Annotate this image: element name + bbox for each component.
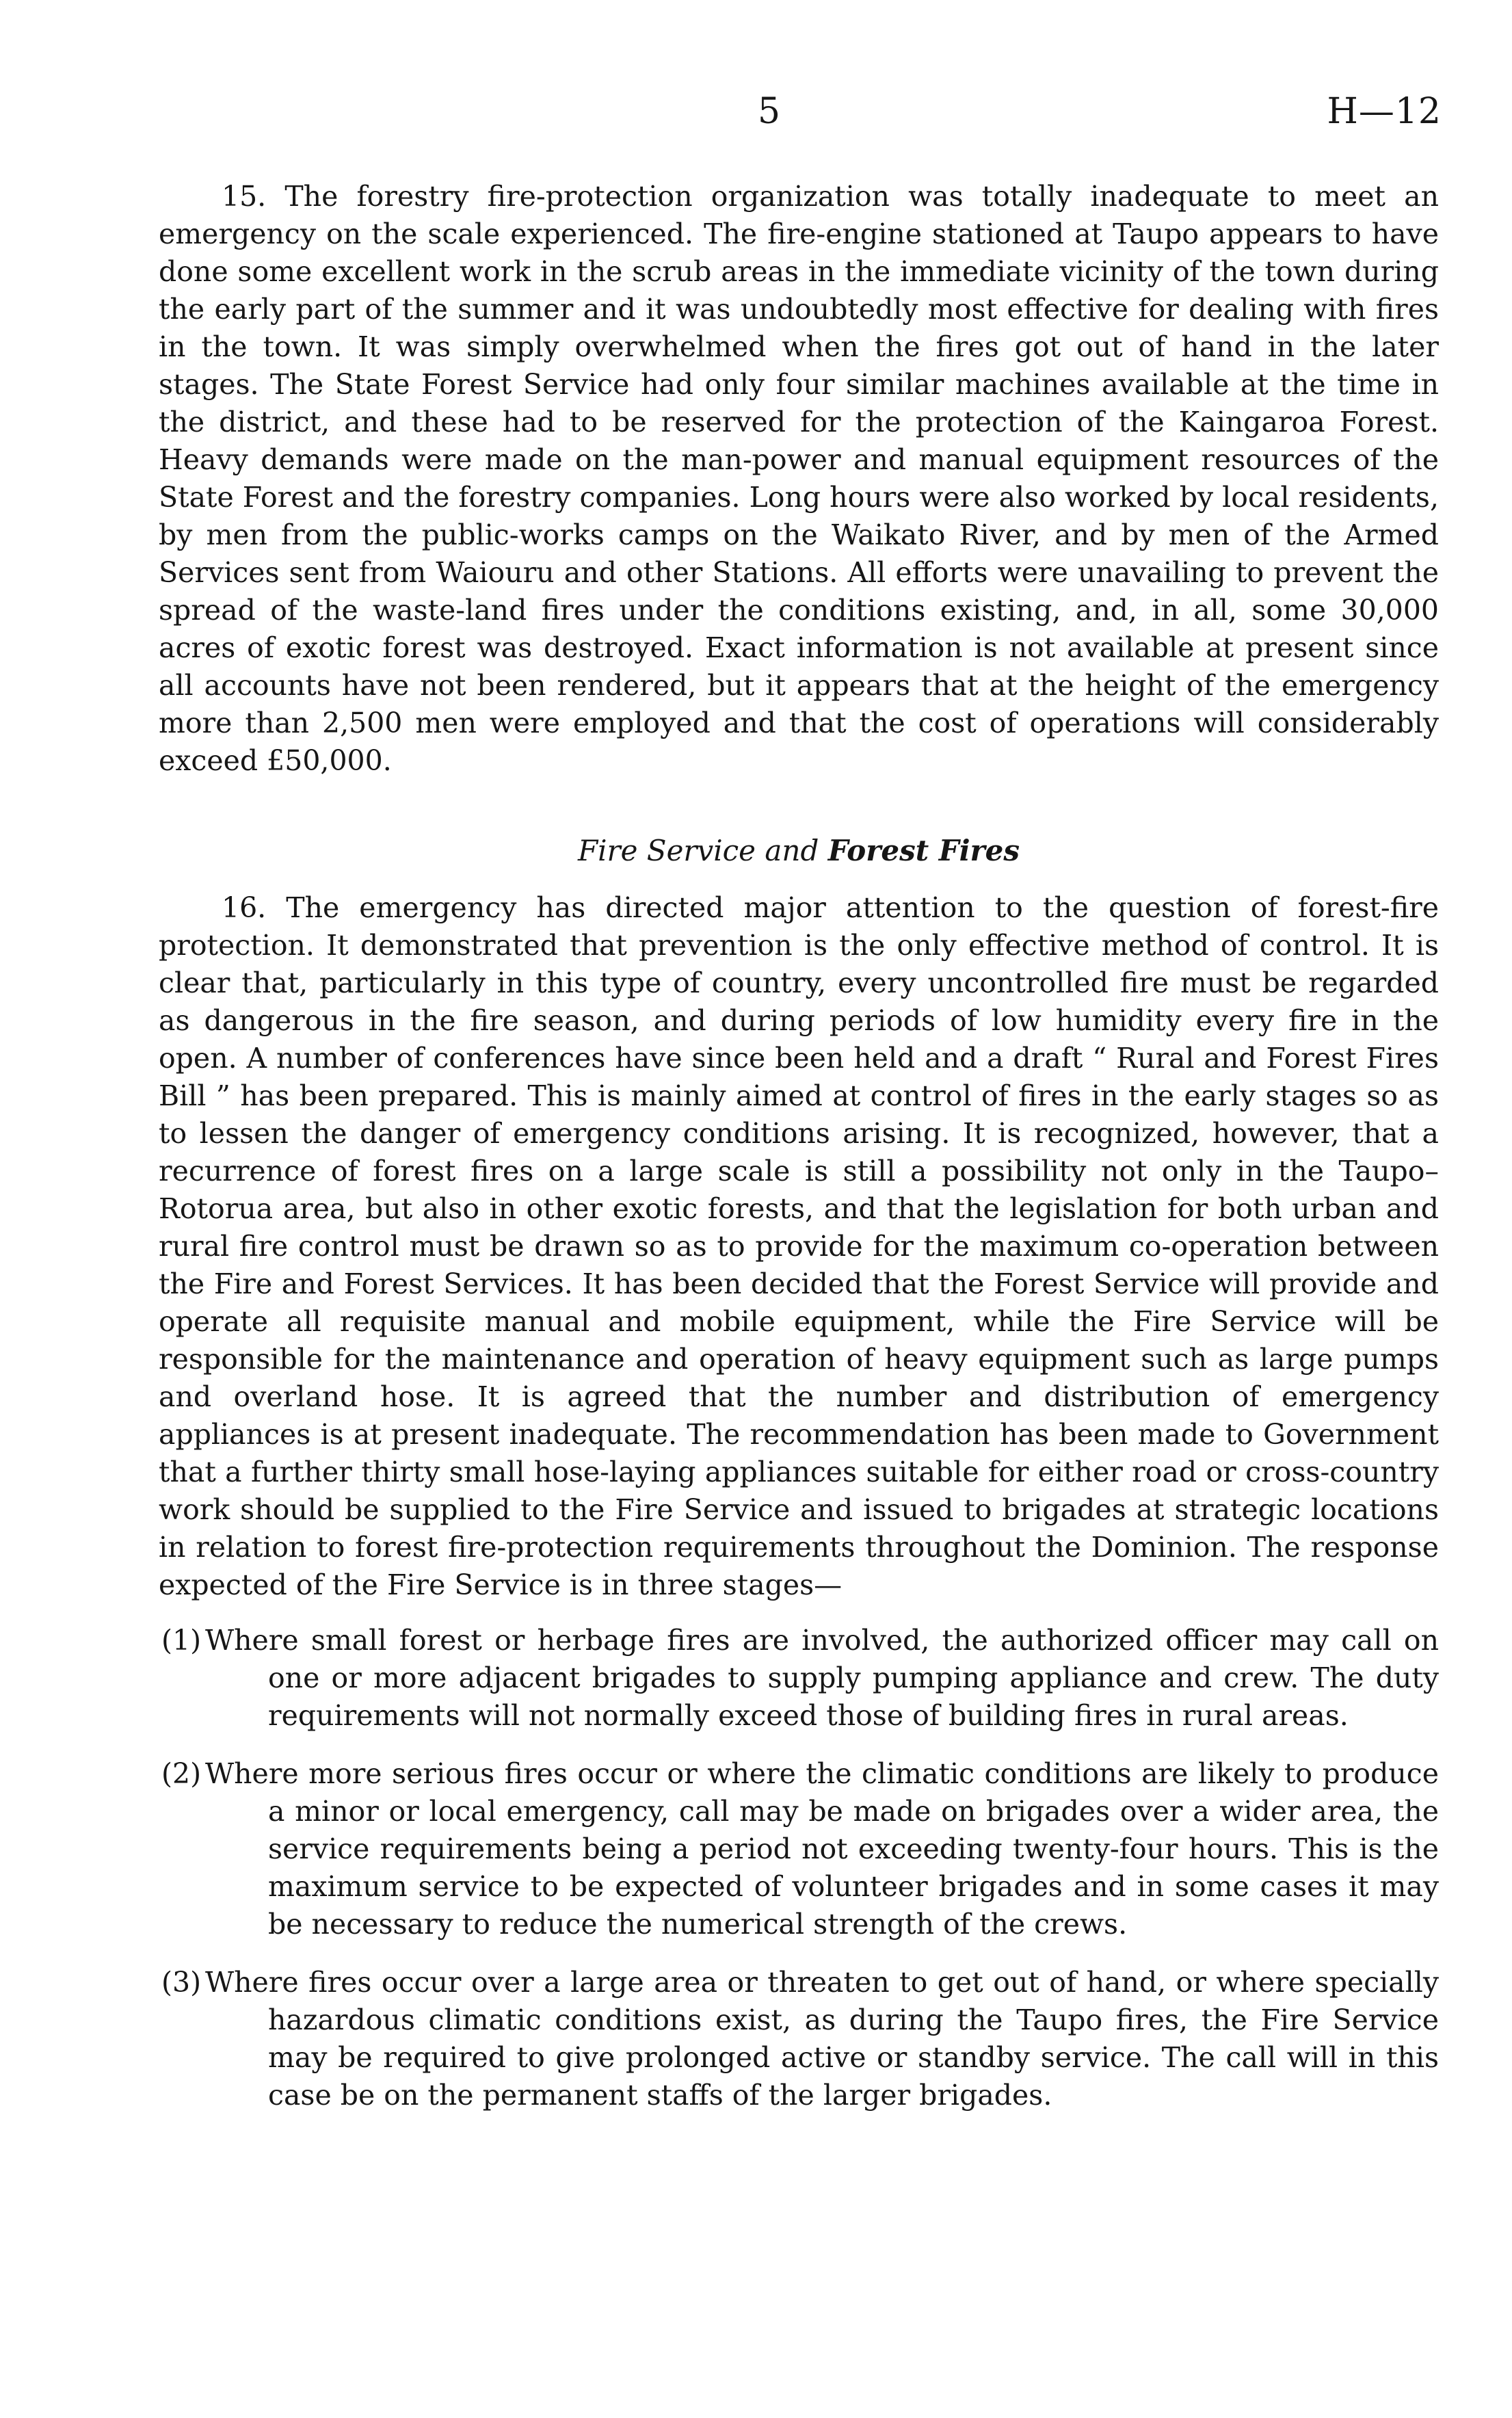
page-number: 5 xyxy=(758,91,781,132)
paragraph-16: 16. The emergency has directed major attention to the question of forest-fire protection. It demonstrated that prevention is the only effective method of control. It is clear that, particularly in this type of country, every uncontrolled fire must be regarded as dangerous in the fire season, and during periods of low humidity every fire in the open. A number of conferences have since been held and a draft “ Rural and Forest Fires Bill ” has been prepared. This is mainly aimed at control of fires in the early stages so as to lessen the danger of emergency conditions arising. It is recognized, however, that a recurrence of forest fires on a large scale is still a possibility not only in the Taupo–Rotorua area, but also in other exotic forests, and that the legislation for both urban and rural fire control must be drawn so as to provide for the maximum co-operation between the Fire and Forest Services. It has been decided that the Forest Service will provide and operate all requisite manual and mobile equipment, while the Fire Service will be responsible for the maintenance and operation of heavy equipment such as large pumps and overland hose. It is agreed that the number and distribution of emergency appliances is at present inadequate. The recommendation has been made to Government that a further thirty small hose-laying appliances suitable for either road or cross-country work should be supplied to the Fire Service and issued to brigades at strategic locations in relation to forest fire-protection requirements throughout the Dominion. The response expected of the Fire Service is in three stages— xyxy=(159,891,1439,1601)
list-item xyxy=(159,1622,1439,1735)
stage-text: Where small forest or herbage fires are involved, the authorized officer may call on one or more adjacent brigades to supply pumping appliance and crew. The duty requirements will not normally exceed those of building fires in rural areas. xyxy=(205,1624,1439,1732)
list-item xyxy=(159,1755,1439,1943)
section-heading-bold: Forest Fires xyxy=(827,834,1020,867)
section-heading xyxy=(159,830,1439,871)
stage-text: Where more serious fires occur or where the climatic conditions are likely to produce a minor or local emergency, call may be made on brigades over a wider area, the service requirements being a period not exceeding twenty-four hours. This is the maximum service to be expected of volunteer brigades and in some cases it may be necessary to reduce the numerical strength of the crews. xyxy=(205,1757,1439,1941)
stage-number: (2) xyxy=(161,1757,202,1790)
document-reference: H—12 xyxy=(1327,91,1442,132)
list-item xyxy=(159,1964,1439,2114)
section-heading-italic: Fire Service and xyxy=(577,834,828,867)
stages-list xyxy=(159,1622,1439,2114)
stage-text: Where fires occur over a large area or threaten to get out of hand, or where specially hazardous climatic conditions exist, as during the Taupo fires, the Fire Service may be required to give prolonged active or standby service. The call will in this case be on the permanent staffs of the larger brigades. xyxy=(205,1966,1439,2112)
stage-number: (1) xyxy=(161,1624,202,1657)
paragraph-15: 15. The forestry fire-protection organization was totally inadequate to meet an emergency on the scale experienced. The fire-engine stationed at Taupo appears to have done some excellent work in the scrub areas in the immediate vicinity of the town during the early part of the summer and it was undoubtedly most effective for dealing with fires in the town. It was simply overwhelmed when the fires got out of hand in the later stages. The State Forest Service had only four similar machines available at the time in the district, and these had to be reserved for the protection of the Kaingaroa Forest. Heavy demands were made on the man-power and manual equipment resources of the State Forest and the forestry companies. Long hours were also worked by local residents, by men from the public-works camps on the Waikato River, and by men of the Armed Services sent from Waiouru and other Stations. All efforts were unavailing to prevent the spread of the waste-land fires under the conditions existing, and, in all, some 30,000 acres of exotic forest was destroyed. Exact information is not available at present since all accounts have not been rendered, but it appears that at the height of the emergency more than 2,500 men were employed and that the cost of operations will considerably exceed £50,000. xyxy=(159,180,1439,777)
page-header xyxy=(0,88,1512,135)
stage-number: (3) xyxy=(161,1966,202,1999)
document-body xyxy=(159,178,1439,2135)
